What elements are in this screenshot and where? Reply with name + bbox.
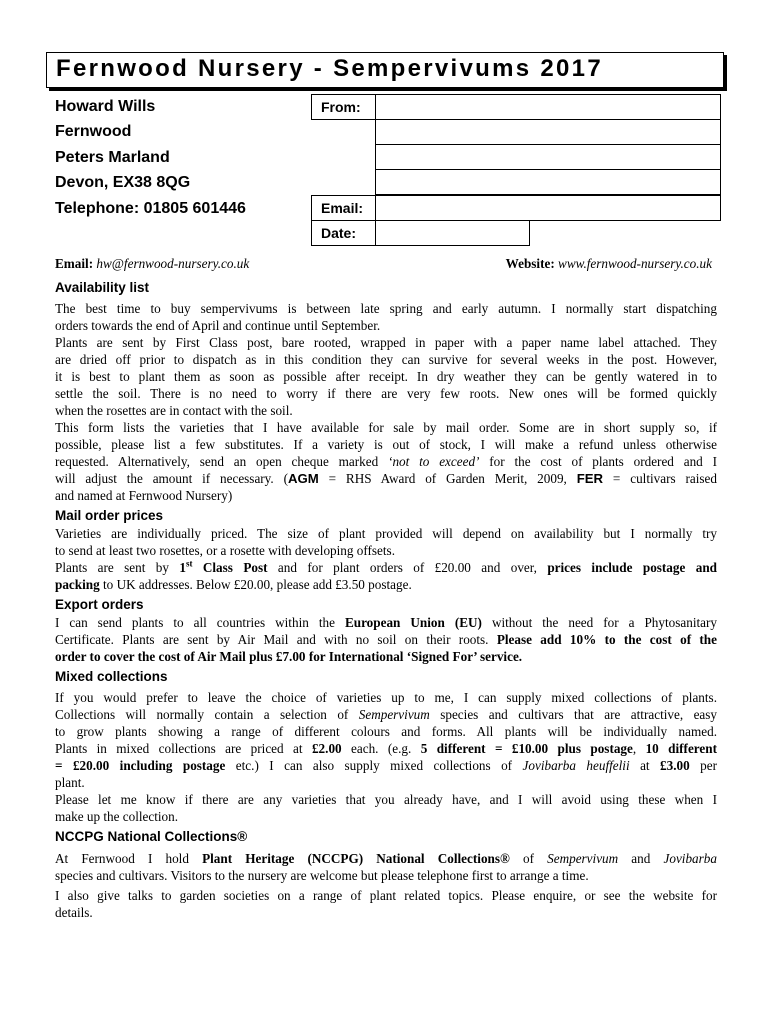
address-telephone: Telephone: 01805 601446 [55,200,246,217]
availability-p3-line: and named at Fernwood Nursery) [55,488,233,503]
mixed-line: If you would prefer to leave the choice of varieties up to me, I can supply mixed collections of plants. [55,690,717,705]
email-field[interactable] [375,195,721,221]
mail-order-line: Plants are sent by 1st Class Post and for plant orders of £20.00 and over, prices include postage and [55,558,718,575]
availability-p2-line: it is best to plant them as soon as possible after receipt. In dry weather they can be gently watered in to [55,369,717,384]
availability-p2-line: when the rosettes are in contact with the soil. [55,403,293,418]
contact-website-label: Website: [505,256,555,271]
from-label: From: [321,99,361,115]
availability-p3-line: requested. Alternatively, send an open cheque marked ‘not to exceed’ for the cost of plants ordered and I [55,454,717,469]
date-label: Date: [321,225,357,241]
from-label-cell [311,94,376,120]
mixed-line: = £20.00 including postage etc.) I can also supply mixed collections of Jovibarba heuffelii at £3.00 per [55,758,717,773]
export-heading: Export orders [55,597,144,612]
export-line: Certificate. Plants are sent by Air Mail and with no soil on their roots. Please add 10% to the cost of the [55,632,717,647]
nccpg-line: species and cultivars. Visitors to the nursery are welcome but please telephone first to arrange a time. [55,868,589,883]
availability-p3-line: will adjust the amount if necessary. (AGM = RHS Award of Garden Merit, 2009, FER = cultivars raised [55,471,717,486]
contact-email [55,256,249,272]
availability-heading: Availability list [55,280,150,295]
email-label-cell [311,195,376,221]
mail-order-line: to send at least two rosettes, or a rosette with developing offsets. [55,543,395,558]
mixed-heading: Mixed collections [55,669,168,684]
export-line: I can send plants to all countries within the European Union (EU) without the need for a Phytosanitary [55,615,717,630]
nccpg-heading: NCCPG National Collections® [55,829,248,844]
email-label: Email: [321,200,364,216]
mixed-line: Collections will normally contain a selection of Sempervivum species and cultivars that are attractive, easy [55,707,717,722]
website-link[interactable]: www.fernwood-nursery.co.uk [558,256,712,271]
from-field-line1[interactable] [375,94,721,120]
availability-p3-line: This form lists the varieties that I have available for sale by mail order. Some are in short supply so, if [55,420,717,435]
date-label-cell [311,220,376,246]
address-line2: Peters Marland [55,149,170,166]
from-field-line2[interactable] [375,119,721,145]
availability-p2-line: are dried off prior to dispatch as in this condition they can survive for several weeks in the post. However, [55,352,717,367]
availability-p3-line: possible, please list a few substitutes. If a variety is out of stock, I will make a refund unless otherwise [55,437,717,452]
nccpg-line: I also give talks to garden societies on a range of plant related topics. Please enquire, or see the website for [55,888,717,903]
address-name: Howard Wills [55,98,156,115]
availability-p2-line: settle the soil. There is no need to worry if there are very few roots. New ones will be formed quickly [55,386,717,401]
mixed-line: plant. [55,775,85,790]
mixed-line: make up the collection. [55,809,179,824]
nccpg-line: details. [55,905,93,920]
page-title: Fernwood Nursery - Sempervivums 2017 [56,55,603,82]
contact-email-label: Email: [55,256,94,271]
title-box [46,52,724,88]
from-field-line4[interactable] [375,169,721,195]
export-line: order to cover the cost of Air Mail plus £7.00 for International ‘Signed For’ service. [55,649,523,664]
from-field-line3[interactable] [375,144,721,170]
mixed-line: Plants in mixed collections are priced at £2.00 each. (e.g. 5 different = £10.00 plus postage, 10 different [55,741,717,756]
nccpg-line: At Fernwood I hold Plant Heritage (NCCPG) National Collections® of Sempervivum and Jovibarba [55,851,717,866]
address-line3: Devon, EX38 8QG [55,174,191,191]
email-link[interactable]: hw@fernwood-nursery.co.uk [96,256,250,271]
mail-order-line: packing to UK addresses. Below £20.00, please add £3.50 postage. [55,577,412,592]
contact-website [506,256,712,272]
mail-order-heading: Mail order prices [55,508,164,523]
mail-order-line: Varieties are individually priced. The size of plant provided will depend on availability but I normally try [55,526,717,541]
availability-p1-line: orders towards the end of April and continue until September. [55,318,381,333]
date-field[interactable] [375,220,530,246]
mixed-line: to grow plants showing a range of different colours and forms. All plants will be individually named. [55,724,717,739]
availability-p2-line: Plants are sent by First Class post, bare rooted, wrapped in paper with a paper name label attached. They [55,335,717,350]
availability-p1-line: The best time to buy sempervivums is between late spring and early autumn. I normally start dispatching [55,301,717,316]
address-line1: Fernwood [55,123,132,140]
mixed-line: Please let me know if there are any varieties that you already have, and I will avoid using these when I [55,792,717,807]
